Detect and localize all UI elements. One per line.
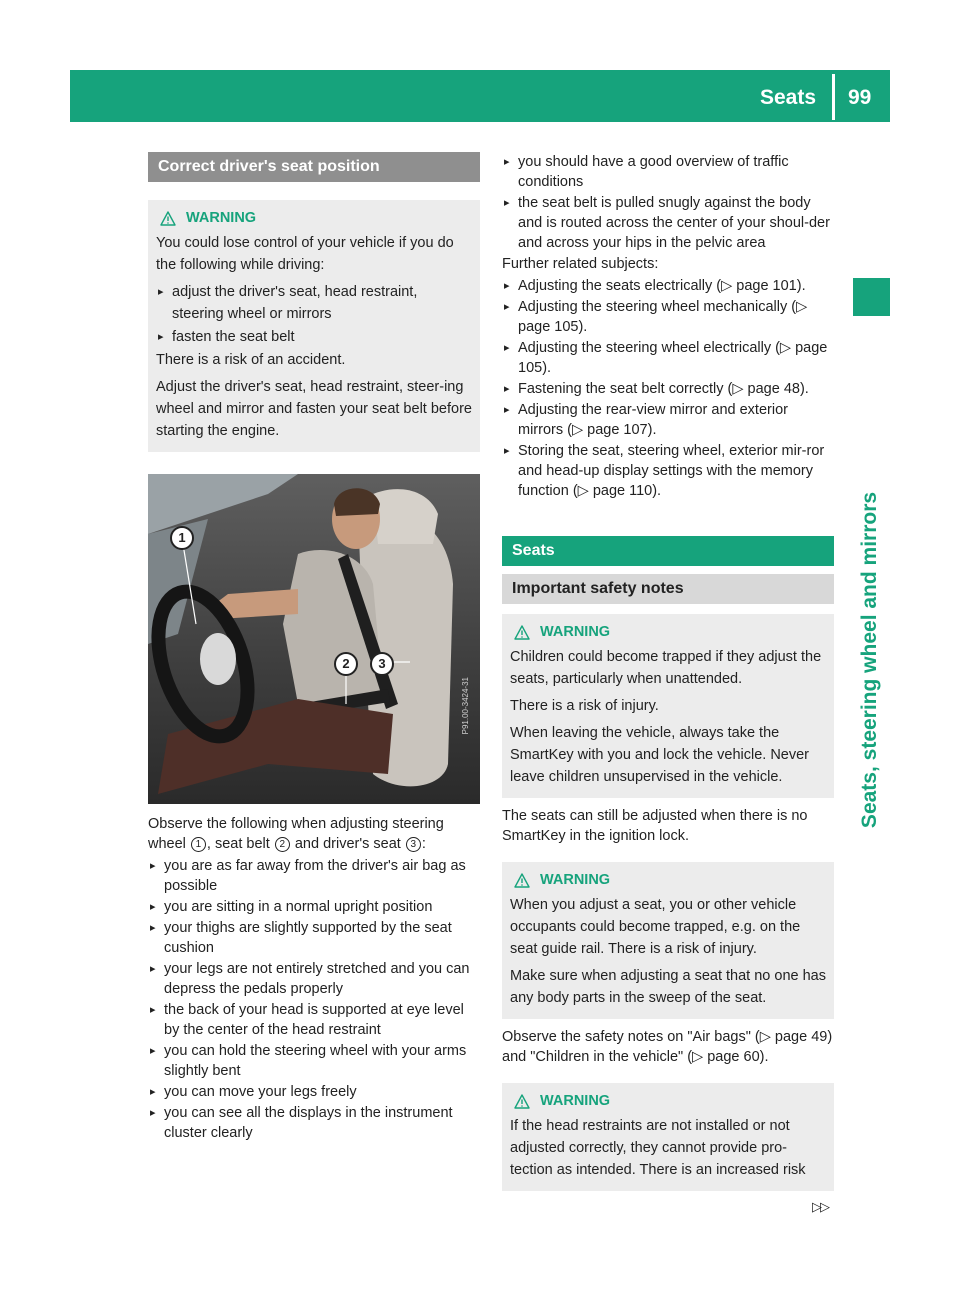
list-item: ▸ you can hold the steering wheel with your arms slightly bent	[148, 1041, 480, 1081]
observe-text: Observe the following when adjusting steering wheel 1 , seat belt 2 and driver's seat 3 :	[148, 816, 444, 852]
warning-label: WARNING	[540, 1093, 611, 1109]
warning-triangle-icon	[160, 211, 176, 226]
warning-advice: When leaving the vehicle, always take the SmartKey with you and lock the vehicle. Never leave children unsupervised in the vehicle.	[510, 725, 809, 785]
driver-illustration	[148, 474, 480, 804]
warning-triangle-icon	[514, 625, 530, 640]
ref-2: 2	[275, 837, 290, 852]
position-checklist-cont	[502, 152, 834, 253]
photo-code: P91.00-3424-31	[461, 676, 470, 734]
page-number: 99	[848, 86, 872, 109]
section-title: Correct driver's seat position	[148, 152, 480, 182]
list-item: ▸ you should have a good overview of traffic conditions	[502, 152, 834, 192]
list-item: ▸ you can see all the displays in the instrument cluster clearly	[148, 1103, 480, 1143]
warning-box	[502, 614, 834, 798]
warning-text: Children could become trapped if they adjust the seats, particularly when unattended.	[510, 649, 822, 687]
related-link[interactable]: ▸ Storing the seat, steering wheel, exterior mir-ror and head-up display settings with the memory function (▷ page 110).	[502, 441, 834, 501]
warning-text: When you adjust a seat, you or other vehicle occupants could become trapped, e.g. on the seat guide rail. There is a risk of injury.	[510, 897, 801, 957]
callout-1: 1	[170, 526, 194, 550]
driver-seat-photo	[148, 474, 480, 804]
related-list	[502, 276, 834, 501]
list-item: ▸ you are sitting in a normal upright position	[148, 897, 480, 917]
warning-box	[148, 200, 480, 452]
warning-triangle-icon	[514, 873, 530, 888]
related-label: Further related subjects:	[502, 256, 659, 272]
safety-heading: Important safety notes	[502, 574, 834, 604]
list-item: ▸ your thighs are slightly supported by the seat cushion	[148, 918, 480, 958]
header-divider	[832, 74, 835, 120]
right-column	[502, 152, 834, 1191]
warning-text: If the head restraints are not installed or not adjusted correctly, they cannot provide pro-tection as intended. There is an increased risk	[510, 1118, 806, 1178]
callout-3: 3	[370, 652, 394, 676]
list-item: ▸ fasten the seat belt	[156, 326, 472, 348]
ref-1: 1	[191, 837, 206, 852]
list-item: ▸ the seat belt is pulled snugly against the body and is routed across the center of your shoul-der and across your hips in the pelvic area	[502, 193, 834, 253]
warning-advice: Make sure when adjusting a seat that no one has any body parts in the sweep of the seat.	[510, 968, 826, 1006]
warning-header	[510, 622, 826, 642]
continue-icon: ▷▷	[812, 1199, 828, 1214]
related-link[interactable]: ▸ Fastening the seat belt correctly (▷ page 48).	[502, 379, 834, 399]
warning-risk: There is a risk of an accident.	[156, 352, 346, 368]
paragraph: Observe the safety notes on "Air bags" (▷ page 49) and "Children in the vehicle" (▷ page 60).	[502, 1029, 833, 1065]
related-link[interactable]: ▸ Adjusting the steering wheel electrically (▷ page 105).	[502, 338, 834, 378]
warning-advice: Adjust the driver's seat, head restraint, steer-ing wheel and mirror and fasten your seat belt before starting the engine.	[156, 379, 472, 439]
list-item: ▸ the back of your head is supported at eye level by the center of the head restraint	[148, 1000, 480, 1040]
warning-box	[502, 862, 834, 1019]
chapter-label: Seats, steering wheel and mirrors	[858, 491, 881, 829]
related-link[interactable]: ▸ Adjusting the steering wheel mechanically (▷ page 105).	[502, 297, 834, 337]
chapter-tab	[853, 278, 890, 316]
warning-header	[510, 1091, 826, 1111]
seats-heading: Seats	[502, 536, 834, 566]
warning-label: WARNING	[540, 624, 611, 640]
related-link[interactable]: ▸ Adjusting the seats electrically (▷ page 101).	[502, 276, 834, 296]
warning-intro: You could lose control of your vehicle if you do the following while driving:	[156, 235, 454, 273]
paragraph: The seats can still be adjusted when there is no SmartKey in the ignition lock.	[502, 808, 808, 844]
position-checklist	[148, 856, 480, 1143]
warning-header	[156, 208, 472, 228]
related-link[interactable]: ▸ Adjusting the rear-view mirror and exterior mirrors (▷ page 107).	[502, 400, 834, 440]
warning-triangle-icon	[514, 1094, 530, 1109]
callout-2: 2	[334, 652, 358, 676]
warning-label: WARNING	[186, 210, 257, 226]
list-item: ▸ adjust the driver's seat, head restraint, steering wheel or mirrors	[156, 281, 472, 325]
left-column	[148, 152, 480, 1144]
warning-risk: There is a risk of injury.	[510, 698, 659, 714]
warning-list	[156, 281, 472, 348]
header-title: Seats	[760, 86, 817, 109]
warning-box	[502, 1083, 834, 1191]
list-item: ▸ you are as far away from the driver's air bag as possible	[148, 856, 480, 896]
warning-label: WARNING	[540, 872, 611, 888]
ref-3: 3	[406, 837, 421, 852]
warning-header	[510, 870, 826, 890]
list-item: ▸ your legs are not entirely stretched and you can depress the pedals properly	[148, 959, 480, 999]
list-item: ▸ you can move your legs freely	[148, 1082, 480, 1102]
